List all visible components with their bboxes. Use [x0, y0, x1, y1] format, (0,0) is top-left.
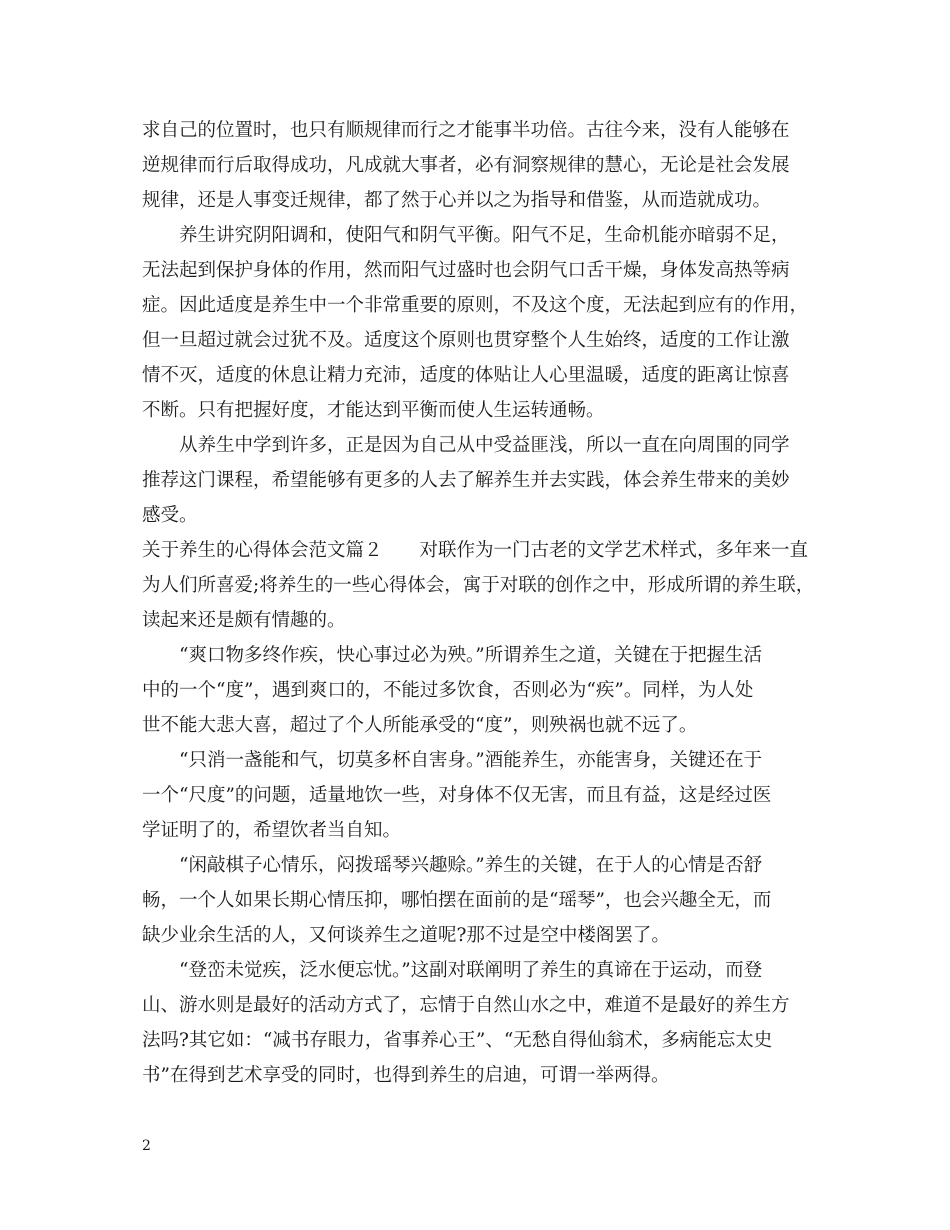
text-line: 感受。 — [142, 505, 198, 526]
text-line: “闲敲棋子心情乐，闷拨瑶琴兴趣赊。”养生的关键，在于人的心情是否舒 — [179, 855, 763, 876]
text-line: “爽口物多终作疾，快心事过必为殃。”所谓养生之道，关键在于把握生活 — [179, 645, 763, 666]
text-line: 求自己的位置时，也只有顺规律而行之才能事半功倍。古往今来，没有人能够在 — [142, 120, 790, 141]
text-line: 养生讲究阴阳调和，使阳气和阴气平衡。阳气不足，生命机能亦暗弱不足， — [179, 225, 790, 246]
text-line: 世不能大悲大喜，超过了个人所能承受的“度”，则殃祸也就不远了。 — [142, 715, 698, 736]
text-line: 山、游水则是最好的活动方式了，忘情于自然山水之中，难道不是最好的养生方 — [142, 995, 790, 1016]
text-line: 书”在得到艺术享受的同时，也得到养生的启迪，可谓一举两得。 — [142, 1065, 670, 1086]
page-number: 2 — [142, 1138, 151, 1154]
text-line: 畅，一个人如果长期心情压抑，哪怕摆在面前的是“瑶琴”，也会兴趣全无，而 — [142, 890, 772, 911]
text-line: “登峦未觉疾，泛水便忘忧。”这副对联阐明了养生的真谛在于运动，而登 — [179, 960, 763, 981]
text-line: 症。因此适度是养生中一个非常重要的原则，不及这个度，无法起到应有的作用， — [142, 295, 809, 316]
text-line: 无法起到保护身体的作用，然而阳气过盛时也会阴气口舌干燥，身体发高热等病 — [142, 260, 790, 281]
text-line: 关于养生的心得体会范文篇２ 对联作为一门古老的文学艺术样式，多年来一直 — [142, 540, 809, 561]
text-line: 中的一个“度”，遇到爽口的，不能过多饮食，否则必为“疾”。同样，为人处 — [142, 680, 754, 701]
text-line: 从养生中学到许多，正是因为自己从中受益匪浅，所以一直在向周围的同学 — [179, 435, 790, 456]
text-line: 规律，还是人事变迁规律，都了然于心并以之为指导和借鉴，从而造就成功。 — [142, 190, 772, 211]
text-line: 逆规律而行后取得成功，凡成就大事者，必有洞察规律的慧心，无论是社会发展 — [142, 155, 790, 176]
document-body — [142, 113, 828, 1093]
text-line: 为人们所喜爱;将养生的一些心得体会，寓于对联的创作之中，形成所谓的养生联， — [142, 575, 815, 596]
text-line: 缺少业余生活的人，又何谈养生之道呢?那不过是空中楼阁罢了。 — [142, 925, 670, 946]
text-line: 不断。只有把握好度，才能达到平衡而使人生运转通畅。 — [142, 400, 605, 421]
text-line: 一个“尺度”的问题，适量地饮一些，对身体不仅无害，而且有益，这是经过医 — [142, 785, 772, 806]
text-line: 情不灭，适度的休息让精力充沛，适度的体贴让人心里温暖，适度的距离让惊喜 — [142, 365, 790, 386]
text-line: 学证明了的，希望饮者当自知。 — [142, 820, 402, 841]
text-line: 读起来还是颇有情趣的。 — [142, 610, 346, 631]
text-line: “只消一盏能和气，切莫多杯自害身。”酒能养生，亦能害身，关键还在于 — [179, 750, 763, 771]
text-line: 法吗?其它如：“减书存眼力，省事养心王”、“无愁自得仙翁术，多病能忘太史 — [142, 1030, 773, 1051]
text-line: 推荐这门课程，希望能够有更多的人去了解养生并去实践，体会养生带来的美妙 — [142, 470, 790, 491]
text-line: 但一旦超过就会过犹不及。适度这个原则也贯穿整个人生始终，适度的工作让激 — [142, 330, 790, 351]
